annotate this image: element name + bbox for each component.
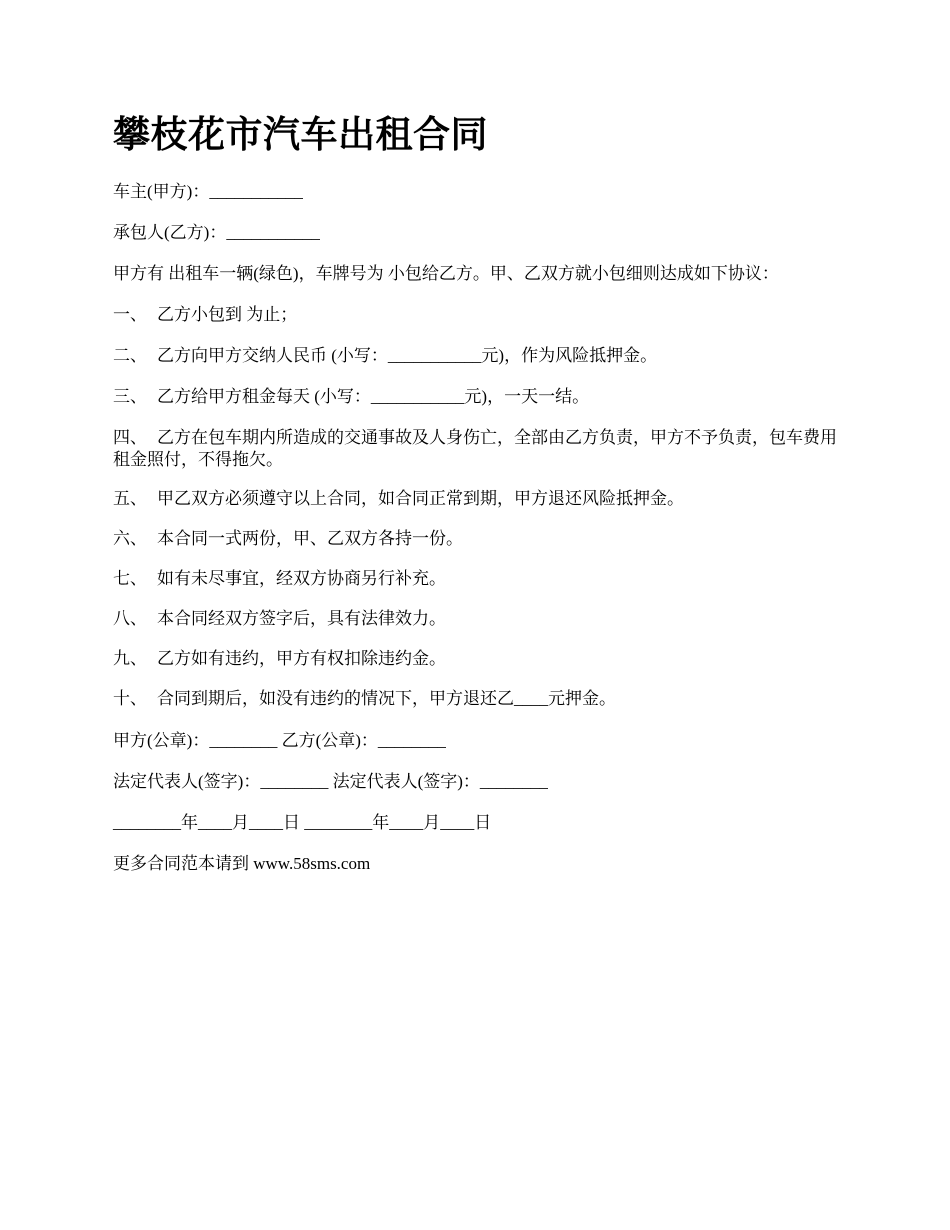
party-b-line: 承包人(乙方)：___________ — [113, 223, 320, 242]
clause-text: 乙方向甲方交纳人民币 (小写：___________元)，作为风险抵押金。 — [157, 346, 658, 365]
date-line: ________年____月____日 ________年____月____日 — [113, 813, 492, 832]
clause-text: 如有未尽事宜，经双方协商另行补充。 — [157, 569, 446, 588]
clause-number: 三、 — [113, 387, 147, 406]
clause-7 — [113, 568, 446, 590]
clause-number: 八、 — [113, 609, 147, 628]
clause-text: 乙方在包车期内所造成的交通事故及人身伤亡，全部由乙方负责，甲方不予负责，包车费用租金照付，不得拖欠。 — [113, 428, 837, 469]
clause-text: 合同到期后，如没有违约的情况下，甲方退还乙____元押金。 — [157, 689, 616, 708]
clause-8 — [113, 608, 446, 630]
clause-text: 乙方给甲方租金每天 (小写：___________元)，一天一结。 — [157, 387, 590, 406]
clause-text: 本合同经双方签字后，具有法律效力。 — [157, 609, 446, 628]
seal-line: 甲方(公章)：________ 乙方(公章)：________ — [113, 731, 446, 750]
representative-line: 法定代表人(签字)：________ 法定代表人(签字)：________ — [113, 772, 548, 791]
clause-text: 乙方小包到 为止； — [157, 305, 298, 324]
party-a-line: 车主(甲方)：___________ — [113, 182, 303, 201]
clause-4 — [113, 427, 843, 471]
clause-number: 一、 — [113, 305, 147, 324]
clause-number: 六、 — [113, 529, 147, 548]
clause-number: 九、 — [113, 649, 147, 668]
clause-text: 乙方如有违约，甲方有权扣除违约金。 — [157, 649, 446, 668]
clause-text: 甲乙双方必须遵守以上合同，如合同正常到期，甲方退还风险抵押金。 — [157, 489, 684, 508]
clause-number: 七、 — [113, 569, 147, 588]
clause-2 — [113, 345, 657, 367]
clause-text: 本合同一式两份，甲、乙双方各持一份。 — [157, 529, 463, 548]
clause-10 — [113, 688, 616, 710]
intro-paragraph: 甲方有 出租车一辆(绿色)，车牌号为 小包给乙方。甲、乙双方就小包细则达成如下协议： — [113, 264, 779, 283]
document-title: 攀枝花市汽车出租合同 — [113, 115, 488, 156]
clause-9 — [113, 648, 446, 670]
clause-number: 四、 — [113, 428, 147, 447]
clause-6 — [113, 528, 463, 550]
clause-1 — [113, 304, 297, 326]
clause-number: 二、 — [113, 346, 147, 365]
clause-number: 十、 — [113, 689, 147, 708]
clause-3 — [113, 386, 589, 408]
clause-number: 五、 — [113, 489, 147, 508]
footer-line: 更多合同范本请到 www.58sms.com — [113, 854, 371, 873]
clause-5 — [113, 488, 684, 510]
